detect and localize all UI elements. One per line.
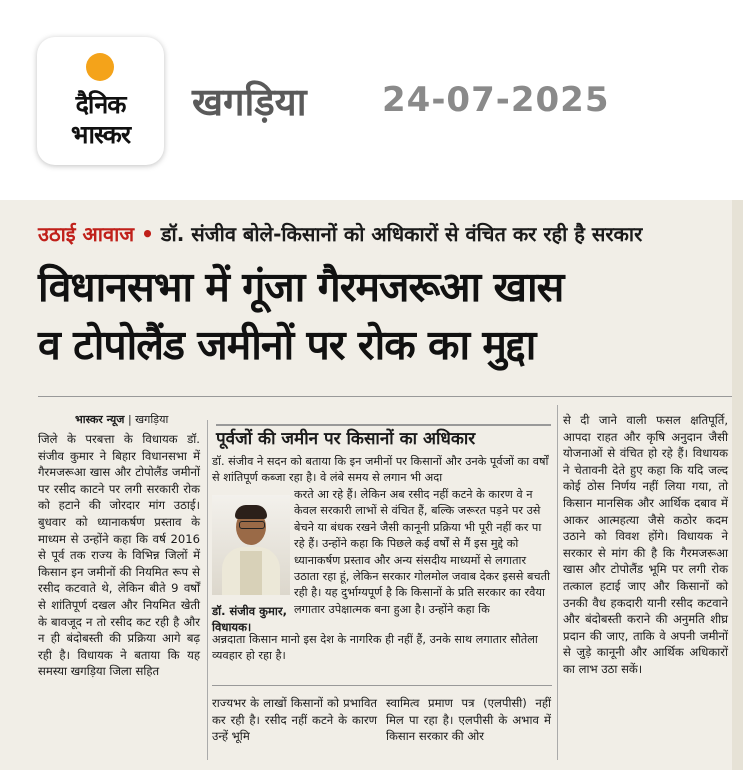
- box-text-bottom: अन्नदाता किसान मानो इस देश के नागरिक ही नहीं हैं, उनके साथ लगातार सौतेला व्यवहार हो रहा है।: [212, 633, 538, 663]
- epaper-clipping: [0, 200, 743, 770]
- mla-photo: [212, 495, 290, 595]
- app-header: [0, 0, 743, 200]
- dainik-bhaskar-logo[interactable]: [37, 37, 164, 165]
- photo-caption: [212, 603, 287, 635]
- logo-line2: भास्कर: [70, 120, 131, 149]
- subheading: पूर्वजों की जमीन पर किसानों का अधिकार: [216, 429, 476, 449]
- box-divider: [212, 685, 552, 686]
- kicker-text: डॉ. संजीव बोले-किसानों को अधिकारों से वंचित कर रही है सरकार: [160, 222, 643, 246]
- logo-line1: दैनिक: [75, 90, 126, 119]
- adjacent-page-edge: [732, 200, 743, 770]
- edition-city[interactable]: खगड़िया: [192, 80, 307, 124]
- byline-source: भास्कर न्यूज: [75, 413, 125, 426]
- headline-line2: व टोपोलैंड जमीनों पर रोक का मुद्दा: [38, 321, 536, 369]
- column-3: से दी जाने वाली फसल क्षतिपूर्ति, आपदा राहत और कृषि अनुदान जैसी योजनाओं से वंचित हो रहे हैं। विधायक ने चेतावनी देते हुए कहा कि यदि जल्द कोई ठोस निर्णय नहीं लिया गया, तो किसान मानसिक और आर्थिक दबाव में आकर आत्महत्या जैसे कठोर कदम उठाने को विवश होंगे। विधायक ने सरकार से मांग की है कि गैरमजरूआ खास और टोपोलैंड भूमि पर लगी रोक तत्काल हटाई जाए और किसानों को उनकी वैध हकदारी यानी रसीद कटवाने और बंदोबस्ती कराने की अनुमति शीघ्र प्रदान की जाए, ताकि वे अपनी जमीनों से जुड़े कानूनी और आर्थिक अधिकारों का लाभ उठा सकें।: [563, 413, 728, 676]
- headline-divider: [38, 396, 743, 397]
- box-text-middle: करते आ रहे हैं। लेकिन अब रसीद नहीं कटने के कारण वे न केवल सरकारी लाभों से वंचित हैं, बल्कि जरूरत पड़ने पर उसे बेचने या बंधक रखने जैसी कानूनी प्रक्रिया भी पूरी नहीं कर पा रहे हैं। उन्होंने कहा कि पिछले कई वर्षों से मैं इस मुद्दे को ध्यानाकर्षण प्रस्ताव और अन्य संसदीय माध्यमों से लगातार उठाता रहा हूं, लेकिन सरकार गोलमोल जवाब देकर इससे बचती रही है। यह दुर्भाग्यपूर्ण है कि किसानों के प्रति सरकार का रवैया लगातार उपेक्षात्मक बना हुआ है। उन्होंने कहा कि: [294, 488, 550, 616]
- box-text-top: डॉ. संजीव ने सदन को बताया कि इन जमीनों पर किसानों और उनके पूर्वजों का वर्षों से शांतिपूर्ण कब्जा रहा है। वे लंबे समय से लगान भी अदा: [212, 455, 549, 485]
- byline-place: | खगड़िया: [127, 413, 169, 426]
- edition-date[interactable]: 24-07-2025: [382, 80, 610, 120]
- byline: [75, 412, 168, 427]
- column-divider: [207, 420, 208, 760]
- column-2b: स्वामित्व प्रमाण पत्र (एलपीसी) नहीं मिल पा रहा है। एलपीसी के अभाव में किसान सरकार की ओर: [386, 696, 551, 744]
- kicker: [38, 220, 642, 247]
- sun-icon: [86, 53, 114, 81]
- column-divider-right: [557, 405, 558, 760]
- headline-line1: विधानसभा में गूंजा गैरमजरूआ खास: [38, 263, 564, 311]
- caption-role: विधायक।: [212, 620, 252, 634]
- headline: [38, 258, 728, 374]
- column-2a: राज्यभर के लाखों किसानों को प्रभावित कर रही है। रसीद नहीं कटने के कारण उन्हें भूमि: [212, 696, 377, 744]
- kicker-label: उठाई आवाज •: [38, 222, 154, 246]
- caption-name: डॉ. संजीव कुमार,: [212, 604, 287, 618]
- column-1: जिले के परबत्ता के विधायक डॉ. संजीव कुमार ने बिहार विधानसभा में गैरमजरूआ खास और टोपोलैंड जमीनों पर रसीद काटने पर लगी सरकारी रोक को हटाने की जोरदार मांग उठाई। बुधवार को ध्यानाकर्षण प्रस्ताव के माध्यम से उन्होंने कहा कि वर्ष 2016 से पूर्व तक राज्य के विभिन्न जिलों में किसान इन जमीनों की नियमित रूप से रसीद कटवाते थे, लेकिन बीते 9 वर्षों से शांतिपूर्ण दखल और नियमित खेती के बावजूद न तो रसीद कट रही है और न ही बंदोबस्ती की प्रक्रिया आगे बढ़ रही है। विधायक ने बताया कि यह समस्या खगड़िया जिला सहित: [38, 432, 200, 679]
